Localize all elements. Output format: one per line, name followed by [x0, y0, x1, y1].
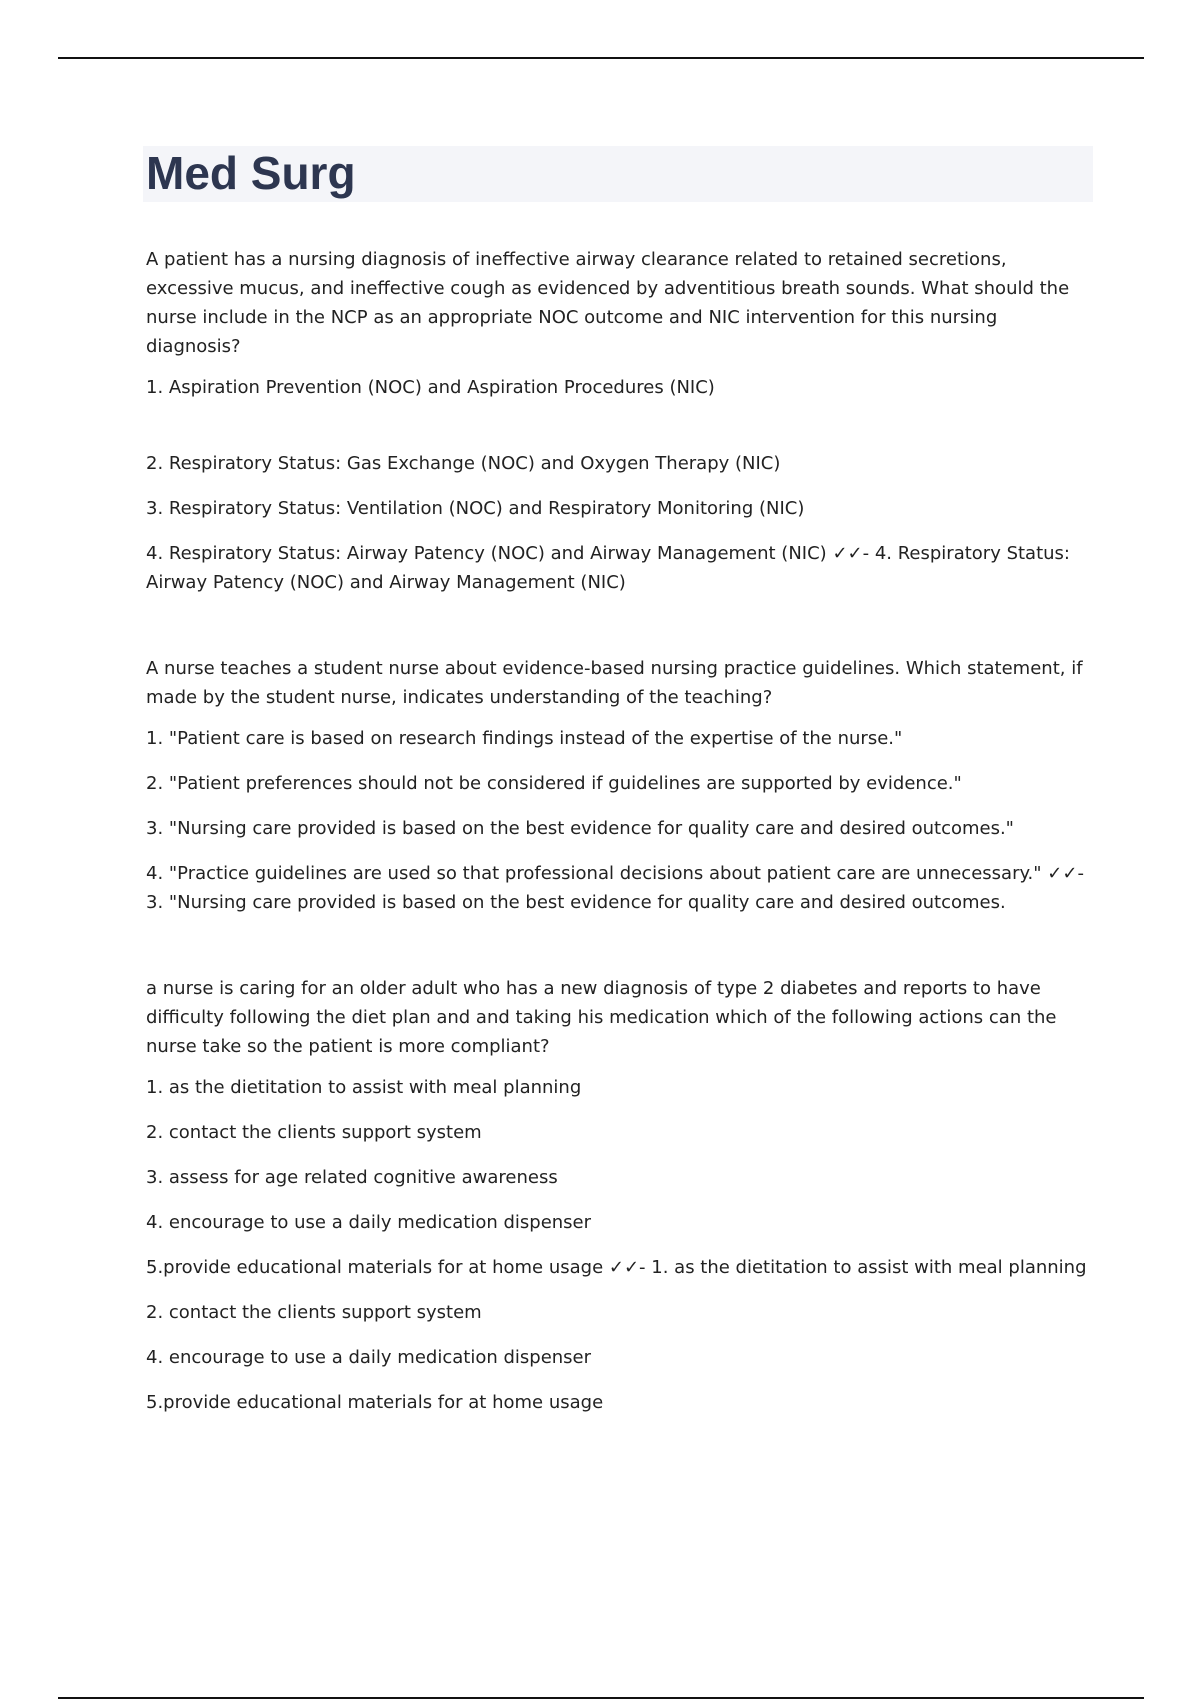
- option-item: 3. Respiratory Status: Ventilation (NOC) and Respiratory Monitoring (NIC): [146, 498, 805, 519]
- answer-line: 4. encourage to use a daily medication dispenser: [146, 1347, 592, 1368]
- option-item: 3. "Nursing care provided is based on the best evidence for quality care and desired outcomes.": [146, 818, 1014, 839]
- answer-line: 5.provide educational materials for at home usage: [146, 1392, 604, 1413]
- option-item: 3. assess for age related cognitive awareness: [146, 1167, 558, 1188]
- answer-line: 2. contact the clients support system: [146, 1302, 482, 1323]
- top-rule: [58, 57, 1144, 59]
- question-block-2: [146, 654, 1096, 917]
- option-item: 2. contact the clients support system: [146, 1122, 482, 1143]
- option-item: 4. "Practice guidelines are used so that professional decisions about patient care are unnecessary.": [146, 863, 1042, 884]
- option-item: 1. Aspiration Prevention (NOC) and Aspiration Procedures (NIC): [146, 377, 715, 398]
- checkmark-icon: ✓✓: [608, 1257, 640, 1278]
- question-block-1: [146, 245, 1096, 597]
- option-item: 5.provide educational materials for at home usage: [146, 1257, 604, 1278]
- option-item: 4. encourage to use a daily medication dispenser: [146, 1212, 592, 1233]
- option-with-answer: [146, 1253, 1096, 1282]
- option-item: 1. as the dietitation to assist with meal planning: [146, 1077, 582, 1098]
- option-item: 2. Respiratory Status: Gas Exchange (NOC) and Oxygen Therapy (NIC): [146, 453, 781, 474]
- answer-text: - 4. Respiratory Status: Airway Patency (NOC) and Airway Management (NIC): [146, 543, 1070, 593]
- checkmark-icon: ✓✓: [832, 543, 863, 564]
- option-with-answer: [146, 859, 1096, 917]
- question-text: A patient has a nursing diagnosis of ineffective airway clearance related to retained secretions, excessive mucus, and ineffective cough as evidenced by adventitious breath sounds. What should the nurse include in the NCP as an appropriate NOC outcome and NIC intervention for this nursing diagnosis?: [146, 249, 1070, 357]
- document-body: [146, 245, 1096, 1433]
- answer-text: - 3. "Nursing care provided is based on the best evidence for quality care and desired outcomes.: [146, 863, 1084, 913]
- answer-text: - 1. as the dietitation to assist with meal planning: [639, 1257, 1087, 1278]
- bottom-rule: [58, 1697, 1144, 1699]
- page-title: Med Surg: [146, 147, 356, 199]
- option-item: 1. "Patient care is based on research findings instead of the expertise of the nurse.": [146, 728, 903, 749]
- question-text: a nurse is caring for an older adult who has a new diagnosis of type 2 diabetes and reports to have difficulty following the diet plan and and taking his medication which of the following actions can the nurse take so the patient is more compliant?: [146, 978, 1057, 1057]
- option-with-answer: [146, 539, 1096, 597]
- checkmark-icon: ✓✓: [1047, 863, 1078, 884]
- question-block-3: [146, 974, 1096, 1417]
- question-text: A nurse teaches a student nurse about evidence-based nursing practice guidelines. Which statement, if made by the student nurse, indicates understanding of the teaching?: [146, 658, 1083, 708]
- option-item: 4. Respiratory Status: Airway Patency (NOC) and Airway Management (NIC): [146, 543, 827, 564]
- option-item: 2. "Patient preferences should not be considered if guidelines are supported by evidence.": [146, 773, 962, 794]
